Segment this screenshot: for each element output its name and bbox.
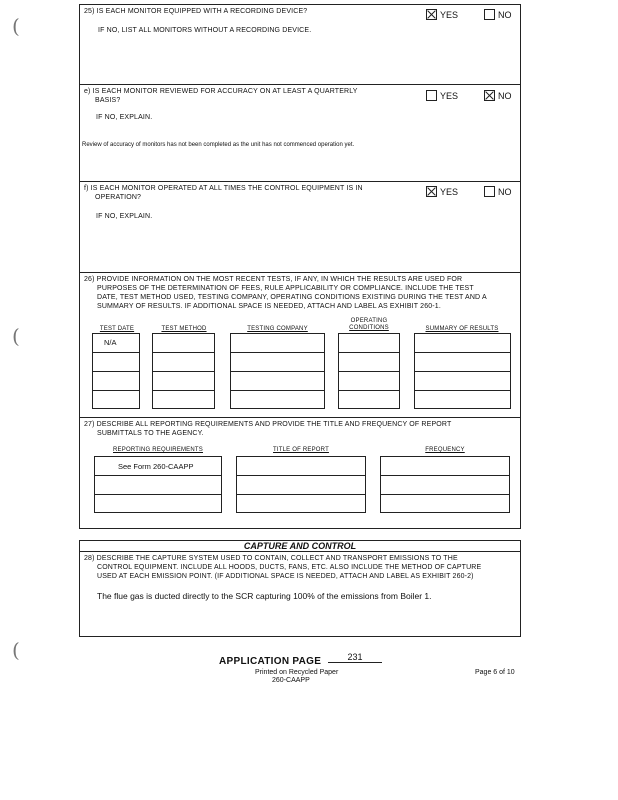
q27-col-title: TITLE OF REPORT [273,447,329,453]
q25-yes-label: YES [440,10,459,20]
qf-no-checkbox[interactable] [484,186,495,197]
q26-col-test-date: TEST DATE [99,326,135,332]
binder-mark: ( [12,638,20,662]
q25-followup: IF NO, LIST ALL MONITORS WITHOUT A RECORDING DEVICE. [98,27,312,34]
application-page-label: APPLICATION PAGE [219,656,322,667]
form-code: 260-CAAPP [272,677,310,684]
q27-col-frequency: FREQUENCY [425,447,465,453]
divider [79,272,521,273]
q26-operating-conditions-column[interactable] [338,333,400,409]
divider [79,84,521,85]
q26-col-summary: SUMMARY OF RESULTS [425,326,499,332]
qf-yes-label: YES [440,187,459,197]
qe-no-checkbox[interactable] [484,90,495,101]
q27-requirements-value: See Form 260-CAAPP [118,462,194,471]
qe-question-line2: BASIS? [95,97,121,104]
frame-left [79,4,80,529]
q28-line3: USED AT EACH EMISSION POINT. (IF ADDITIONAL SPACE IS NEEDED, ATTACH AND LABEL AS EXHIBIT 260-2) [97,573,474,580]
q27-col-requirements: REPORTING REQUIREMENTS [113,447,203,453]
frame-right [520,4,521,529]
section-title: CAPTURE AND CONTROL [243,541,357,551]
q25-no-label: NO [498,10,512,20]
q28-line2: CONTROL EQUIPMENT. INCLUDE ALL HOODS, DUCTS, FANS, ETC. ALSO INCLUDE THE METHOD OF CAPTURE [97,564,482,571]
q26-testing-company-column[interactable] [230,333,325,409]
printed-note: Printed on Recycled Paper [255,669,339,676]
q26-line2: PURPOSES OF THE DETERMINATION OF FEES, RULE APPLICABILITY OR COMPLIANCE. INCLUDE THE TEST [97,285,474,292]
qf-no-label: NO [498,187,512,197]
section-title-rule [79,551,521,552]
q26-col-operating: OPERATING CONDITIONS [349,318,389,331]
qe-question-line1: e) IS EACH MONITOR REVIEWED FOR ACCURACY ON AT LEAST A QUARTERLY [84,88,358,95]
frame-top [79,4,521,5]
q28-line1: 28) DESCRIBE THE CAPTURE SYSTEM USED TO CONTAIN, COLLECT AND TRANSPORT EMISSIONS TO THE [84,555,458,562]
page-of: Page 6 of 10 [475,669,515,676]
q25-no-checkbox[interactable] [484,9,495,20]
divider [79,181,521,182]
q26-summary-column[interactable] [414,333,511,409]
q27-frequency-column[interactable] [380,456,510,513]
divider [79,417,521,418]
q26-test-date-value: N/A [104,338,117,347]
q26-test-method-column[interactable] [152,333,215,409]
qe-no-label: NO [498,91,512,101]
frame-bottom [79,528,521,529]
q26-line1: 26) PROVIDE INFORMATION ON THE MOST RECENT TESTS, IF ANY, IN WHICH THE RESULTS ARE USED FOR [84,276,463,283]
q28-answer: The flue gas is ducted directly to the SCR capturing 100% of the emissions from Boiler 1. [97,591,432,601]
q25-yes-checkbox[interactable] [426,9,437,20]
q25-question: 25) IS EACH MONITOR EQUIPPED WITH A RECORDING DEVICE? [84,8,308,15]
binder-mark: ( [12,14,20,38]
q27-line1: 27) DESCRIBE ALL REPORTING REQUIREMENTS AND PROVIDE THE TITLE AND FREQUENCY OF REPORT [84,421,452,428]
qf-followup: IF NO, EXPLAIN. [96,213,153,220]
binder-mark: ( [12,324,20,348]
qf-yes-checkbox[interactable] [426,186,437,197]
q26-line4: SUMMARY OF RESULTS. IF ADDITIONAL SPACE IS NEEDED, ATTACH AND LABEL AS EXHIBIT 260-1. [97,303,441,310]
q26-col-test-method: TEST METHOD [161,326,207,332]
qf-question-line1: f) IS EACH MONITOR OPERATED AT ALL TIMES THE CONTROL EQUIPMENT IS IN [84,185,363,192]
q26-line3: DATE, TEST METHOD USED, TESTING COMPANY, OPERATING CONDITIONS EXISTING DURING THE TEST AND A [97,294,487,301]
qe-followup: IF NO, EXPLAIN. [96,114,153,121]
q27-line2: SUBMITTALS TO THE AGENCY. [97,430,204,437]
q27-title-column[interactable] [236,456,366,513]
q26-col-testing-company: TESTING COMPANY [247,326,308,332]
qe-answer: Review of accuracy of monitors has not been completed as the unit has not commenced operation yet. [82,142,355,148]
qe-yes-checkbox[interactable] [426,90,437,101]
qe-yes-label: YES [440,91,459,101]
application-page-number: 231 [328,652,382,663]
qf-question-line2: OPERATION? [95,194,142,201]
